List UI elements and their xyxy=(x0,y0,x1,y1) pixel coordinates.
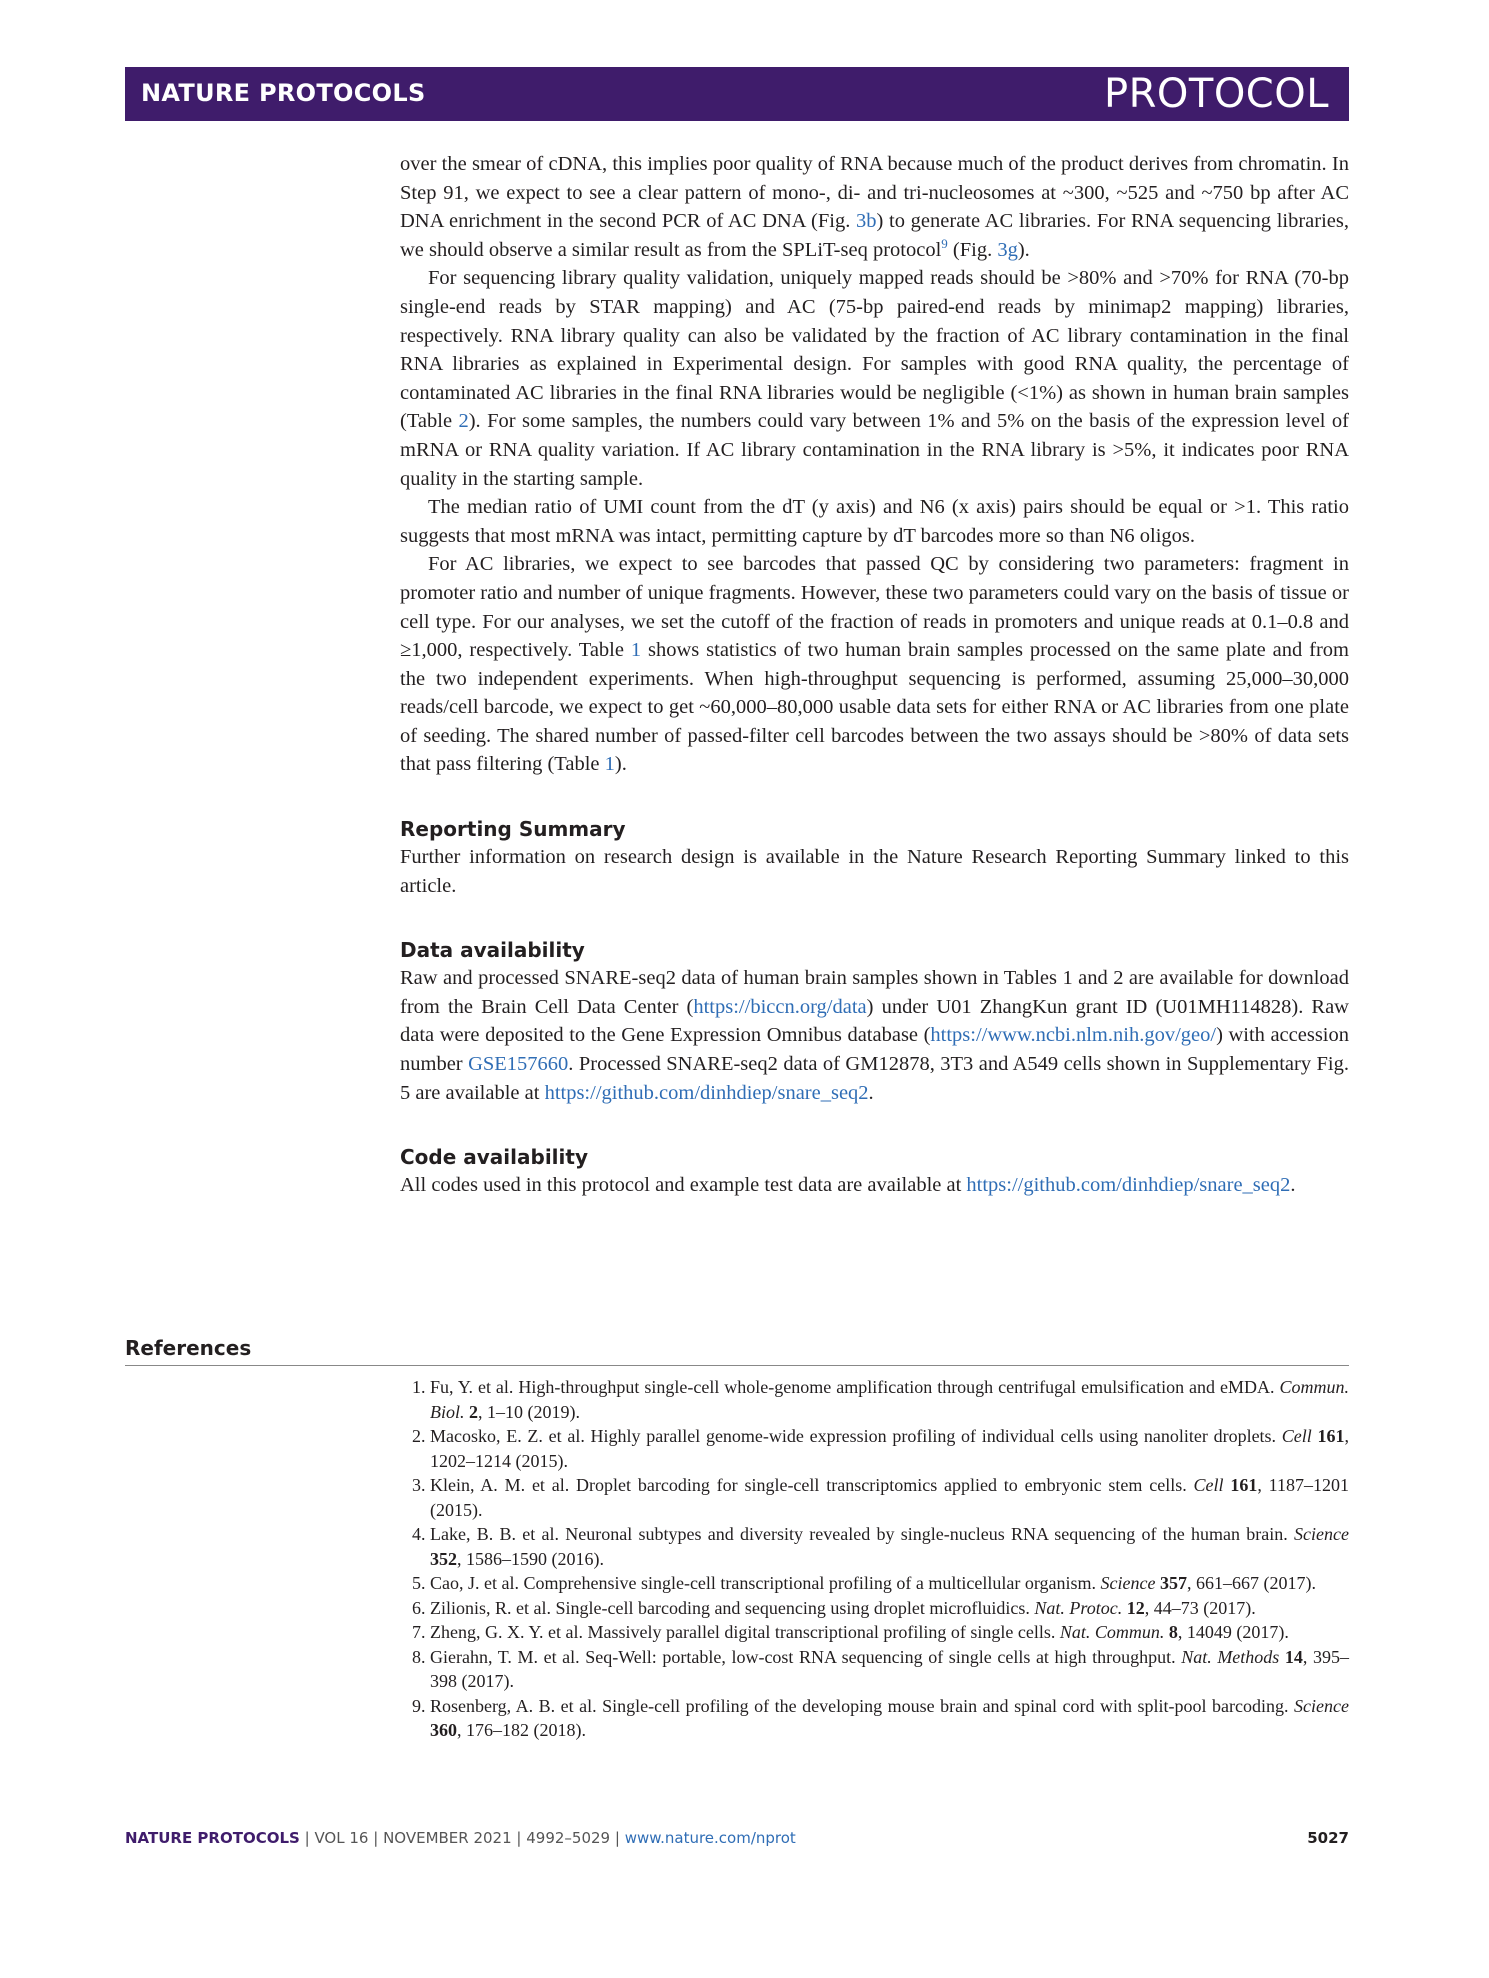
table-link[interactable]: 2 xyxy=(458,410,469,433)
footer-date: NOVEMBER 2021 xyxy=(383,1829,512,1847)
paragraph-2: For sequencing library quality validation, uniquely mapped reads should be >80% and >70% for RNA (70-bp single-end reads by STAR mapping) and AC (75-bp paired-end reads by minimap2 mapping) libraries, respectively. RNA library quality can also be validated by the fraction of AC library contamination in the final RNA libraries as explained in Experimental design. For samples with good RNA quality, the percentage of contaminated AC libraries in the final RNA libraries would be negligible (<1%) as shown in human brain samples (Table 2). For some samples, the numbers could vary between 1% and 5% on the basis of the expression level of mRNA or RNA quality variation. If AC library contamination in the RNA library is >5%, it indicates poor RNA quality in the starting sample. xyxy=(400,267,1349,490)
reference-list xyxy=(400,1375,1349,1743)
data-availability-text: Raw and processed SNARE-seq2 data of human brain samples shown in Tables 1 and 2 are available for download from the Brain Cell Data Center (https://biccn.org/data) under U01 ZhangKun grant ID (U01MH114828). Raw data were deposited to the Gene Expression Omnibus database (https://www.ncbi.nlm.nih.gov/geo/) with accession number GSE157660. Processed SNARE-seq2 data of GM12878, 3T3 and A549 cells shown in Supplementary Fig. 5 are available at https://github.com/dinhdiep/snare_seq2. xyxy=(400,967,1349,1104)
footer-journal: NATURE PROTOCOLS xyxy=(125,1829,300,1847)
geo-link[interactable]: https://www.ncbi.nlm.nih.gov/geo/ xyxy=(930,1024,1217,1047)
reference-item: 2. Macosko, E. Z. et al. Highly parallel genome-wide expression profiling of individual cells using nanoliter droplets. Cell 161, 1202–1214 (2015). xyxy=(412,1426,1349,1471)
footer-volume: VOL 16 xyxy=(314,1829,369,1847)
main-text xyxy=(400,150,1349,1200)
figure-link[interactable]: 3b xyxy=(856,210,877,233)
code-availability-heading: Code availability xyxy=(400,1145,588,1170)
reference-item: 5. Cao, J. et al. Comprehensive single-cell transcriptional profiling of a multicellular organism. Science 357, 661–667 (2017). xyxy=(412,1573,1316,1593)
figure-link[interactable]: 3g xyxy=(997,238,1018,261)
page-footer: NATURE PROTOCOLS | VOL 16 | NOVEMBER 2021 | 4992–5029 | www.nature.com/nprot 5027 xyxy=(125,1829,1349,1847)
footer-pages: 4992–5029 xyxy=(526,1829,611,1847)
paragraph-1: over the smear of cDNA, this implies poor quality of RNA because much of the product derives from chromatin. In Step 91, we expect to see a clear pattern of mono-, di- and tri-nucleosomes at ~300, ~525 and ~750 bp after AC DNA enrichment in the second PCR of AC DNA (Fig. 3b) to generate AC libraries. For RNA sequencing libraries, we should observe a similar result as from the SPLiT-seq protocol$^9$ (Fig. 3g). xyxy=(400,153,1349,261)
accession-link[interactable]: GSE157660 xyxy=(468,1053,569,1076)
journal-banner xyxy=(125,67,1349,121)
paragraph-3: The median ratio of UMI count from the dT (y axis) and N6 (x axis) pairs should be equal or >1. This ratio suggests that most mRNA was intact, permitting capture by dT barcodes more so than N6 oligos. xyxy=(400,496,1349,547)
table-link[interactable]: 1 xyxy=(630,639,642,662)
reporting-summary-text: Further information on research design is available in the Nature Research Reporting Summary linked to this article. xyxy=(400,846,1349,897)
references-heading: References xyxy=(125,1333,1349,1366)
reference-item: 3. Klein, A. M. et al. Droplet barcoding for single-cell transcriptomics applied to embryonic stem cells. Cell 161, 1187–1201 (2015). xyxy=(412,1475,1350,1520)
journal-name: NATURE PROTOCOLS xyxy=(141,79,426,107)
github-link[interactable]: https://github.com/dinhdiep/snare_seq2 xyxy=(544,1081,869,1104)
paragraph-4: For AC libraries, we expect to see barcodes that passed QC by considering two parameters: fragment in promoter ratio and number of unique fragments. However, these two parameters could vary on the basis of tissue or cell type. For our analyses, we set the cutoff of the fraction of reads in promoters and unique reads at 0.1–0.8 and ≥1,000, respectively. Table 1 shows statistics of two human brain samples processed on the same plate and from the two independent experiments. When high-throughput sequencing is performed, assuming 25,000–30,000 reads/cell barcode, we expect to get ~60,000–80,000 usable data sets for either RNA or AC libraries from one plate of seeding. The shared number of passed-filter cell barcodes between the two assays should be >80% of data sets that pass filtering (Table 1). xyxy=(400,553,1350,776)
github-link[interactable]: https://github.com/dinhdiep/snare_seq2 xyxy=(966,1174,1291,1197)
page-number: 5027 xyxy=(1307,1829,1349,1847)
data-availability-heading: Data availability xyxy=(400,938,585,963)
reference-item: 7. Zheng, G. X. Y. et al. Massively parallel digital transcriptional profiling of single cells. Nat. Commun. 8, 14049 (2017). xyxy=(412,1622,1289,1642)
table-link[interactable]: 1 xyxy=(604,753,615,776)
footer-url-link[interactable]: www.nature.com/nprot xyxy=(624,1829,796,1847)
reference-item: 4. Lake, B. B. et al. Neuronal subtypes and diversity revealed by single-nucleus RNA sequencing of the human brain. Science 352, 1586–1590 (2016). xyxy=(412,1524,1349,1569)
reference-item: 1. Fu, Y. et al. High-throughput single-cell whole-genome amplification through centrifugal emulsification and eMDA. Commun. Biol. 2, 1–10 (2019). xyxy=(412,1377,1349,1422)
reference-item: 6. Zilionis, R. et al. Single-cell barcoding and sequencing using droplet microfluidics. Nat. Protoc. 12, 44–73 (2017). xyxy=(412,1597,1256,1618)
biccn-link[interactable]: https://biccn.org/data xyxy=(693,995,867,1018)
citation-link[interactable]: 9 xyxy=(941,235,948,251)
reporting-summary-heading: Reporting Summary xyxy=(400,817,626,842)
article-type: PROTOCOL xyxy=(1103,71,1329,117)
reference-item: 9. Rosenberg, A. B. et al. Single-cell profiling of the developing mouse brain and spinal cord with split-pool barcoding. Science 360, 176–182 (2018). xyxy=(412,1695,1349,1740)
reference-item: 8. Gierahn, T. M. et al. Seq-Well: portable, low-cost RNA sequencing of single cells at high throughput. Nat. Methods 14, 395–398 (2017). xyxy=(412,1646,1349,1691)
code-availability-text: All codes used in this protocol and example test data are available at https://github.com/dinhdiep/snare_seq2. xyxy=(400,1174,1296,1197)
